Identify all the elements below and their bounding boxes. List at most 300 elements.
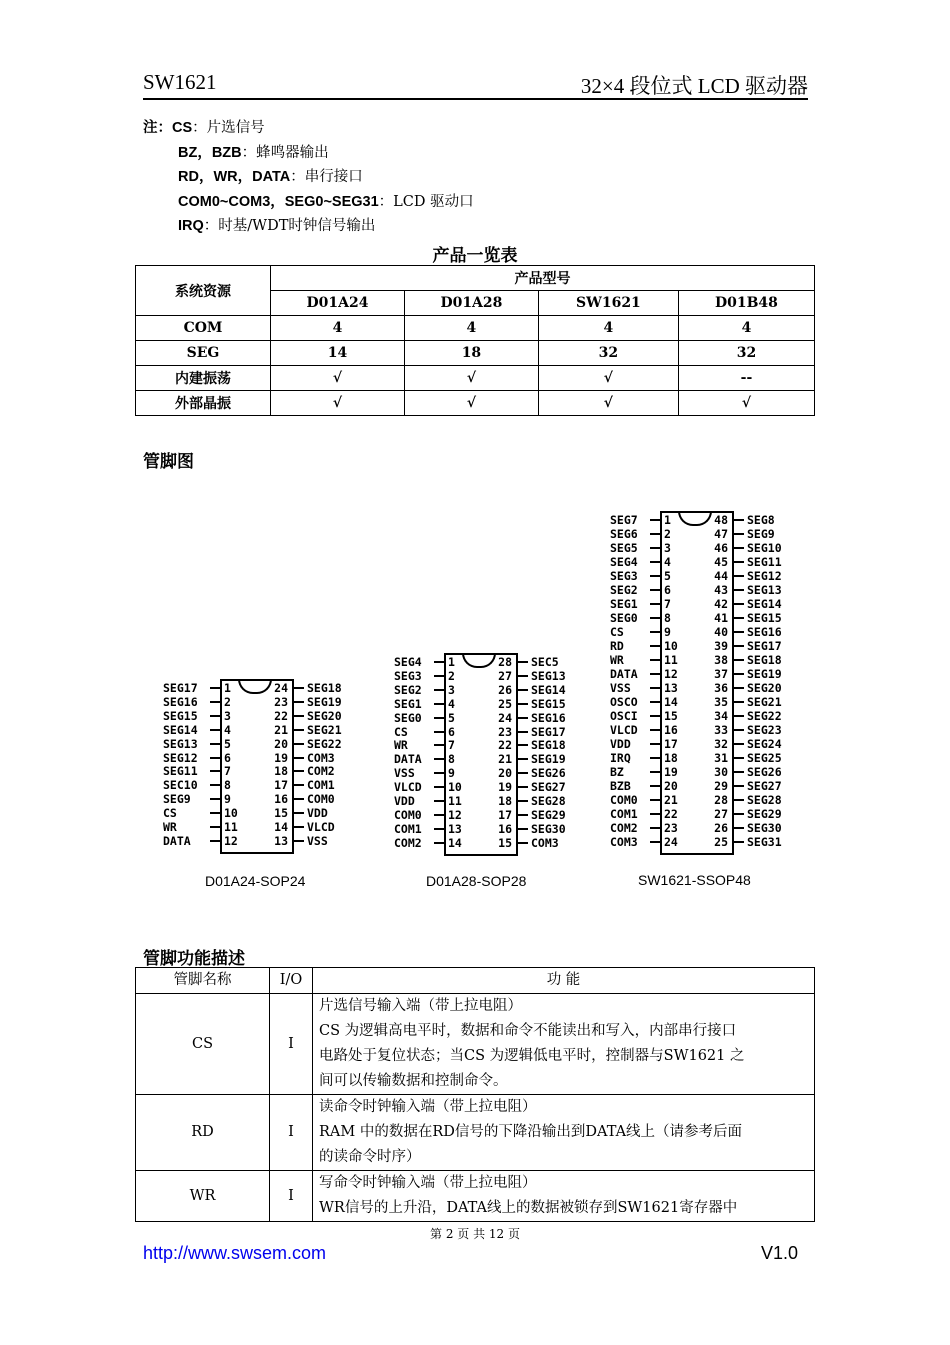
pin-number: 4 xyxy=(448,696,455,711)
note-line: RD，WR，DATA：串行接口 xyxy=(178,169,363,185)
pin-label-right: SEG14 xyxy=(531,682,566,697)
pin-number: 23 xyxy=(498,724,512,739)
pin-label-right: SEG18 xyxy=(747,653,782,667)
pin-label-right: COM3 xyxy=(307,750,335,765)
pin-tick xyxy=(210,770,220,772)
pin-label-left: VLCD xyxy=(394,780,422,795)
pin-label-left: SEG16 xyxy=(163,694,198,709)
pin-number: 19 xyxy=(664,765,678,779)
pin-number: 23 xyxy=(664,821,678,835)
pin-tick xyxy=(650,575,660,577)
pin-number: 20 xyxy=(664,779,678,793)
pin-tick xyxy=(734,561,744,563)
pin-tick xyxy=(294,770,304,772)
pin-number: 18 xyxy=(274,764,288,779)
pin-tick xyxy=(650,813,660,815)
pin-tick xyxy=(210,812,220,814)
pin-number: 37 xyxy=(714,667,728,681)
pin-label-right: COM2 xyxy=(307,764,335,779)
pin-number: 13 xyxy=(448,821,462,836)
note-line: COM0~COM3，SEG0~SEG31：LCD 驱动口 xyxy=(178,193,474,210)
pin-label-left: RD xyxy=(610,639,624,653)
pin-label-right: SEG8 xyxy=(747,513,775,527)
pin-number: 4 xyxy=(224,722,231,737)
pin-label-left: COM2 xyxy=(394,835,422,850)
pin-label-right: SEG18 xyxy=(531,738,566,753)
pin-label-right: SEG19 xyxy=(307,694,342,709)
pin-tick xyxy=(210,729,220,731)
pin-label-left: WR xyxy=(610,653,624,667)
pin-tick xyxy=(734,645,744,647)
pin-label-right: SEG16 xyxy=(531,710,566,725)
pin-label-left: SEG0 xyxy=(394,710,422,725)
pin-number: 14 xyxy=(274,820,288,834)
pin-label-right: SEG19 xyxy=(747,667,782,681)
header-chip-name: SW1621 xyxy=(143,70,217,94)
pin-tick xyxy=(650,617,660,619)
pin-tick xyxy=(734,729,744,731)
pin-tick xyxy=(518,772,528,774)
table-row: SEG 14 18 32 32 xyxy=(136,341,815,366)
pin-tick xyxy=(734,701,744,703)
pin-label-right: SEG22 xyxy=(307,736,342,751)
pin-number: 34 xyxy=(714,709,728,723)
pin-tick xyxy=(434,828,444,830)
pin-tick xyxy=(210,743,220,745)
pin-label-right: SEG21 xyxy=(307,722,342,737)
pin-label-left: SEG3 xyxy=(394,668,422,683)
pin-tick xyxy=(434,814,444,816)
pin-label-left: VLCD xyxy=(610,723,638,737)
note-line: BZ，BZB：蜂鸣器输出 xyxy=(178,144,329,161)
pin-tick xyxy=(518,828,528,830)
pin-number: 6 xyxy=(224,750,231,765)
page-number: 第 2 页 共 12 页 xyxy=(430,1227,520,1241)
pin-number: 35 xyxy=(714,695,728,709)
pin-tick xyxy=(734,813,744,815)
pin-tick xyxy=(434,800,444,802)
pin-tick xyxy=(650,631,660,633)
group-header: 产品型号 xyxy=(271,266,815,291)
pin-label-left: SEG4 xyxy=(610,555,638,569)
pin-label-left: OSCI xyxy=(610,709,638,723)
pin-number: 15 xyxy=(664,709,678,723)
pin-number: 40 xyxy=(714,625,728,639)
pin-label-left: SEG11 xyxy=(163,764,198,779)
pin-tick xyxy=(734,533,744,535)
pin-tick xyxy=(518,814,528,816)
pin-label-right: SEG24 xyxy=(747,737,782,751)
pin-label-left: COM0 xyxy=(610,793,638,807)
pin-label-right: SEG19 xyxy=(531,752,566,767)
pin-number: 15 xyxy=(498,835,512,850)
pin-label-right: SEG12 xyxy=(747,569,782,583)
pin-label-left: COM1 xyxy=(610,807,638,821)
pin-label-right: SEG28 xyxy=(531,794,566,808)
pin-label-right: SEC5 xyxy=(531,655,559,669)
pin-label-right: SEG13 xyxy=(531,668,566,683)
pin-number: 10 xyxy=(224,806,238,821)
pin-label-right: SEG9 xyxy=(747,527,775,541)
pin-label-left: SEG14 xyxy=(163,722,198,737)
pin-label-left: DATA xyxy=(163,833,191,848)
pin-label-right: SEG17 xyxy=(531,724,566,739)
pin-number: 10 xyxy=(664,639,678,653)
pin-tick xyxy=(294,784,304,786)
table-row: WR I 写命令时钟输入端（带上拉电阻） WR信号的上升沿，DATA线上的数据被锁存到SW1621寄存器中 xyxy=(136,1171,815,1222)
pin-tick xyxy=(294,812,304,814)
pin-tick xyxy=(734,799,744,801)
pin-number: 19 xyxy=(274,750,288,765)
pin-tick xyxy=(650,673,660,675)
pin-label-right: SEG31 xyxy=(747,835,782,849)
pin-number: 3 xyxy=(224,708,231,723)
pin-tick xyxy=(294,687,304,689)
pin-tick xyxy=(650,701,660,703)
pin-tick xyxy=(734,687,744,689)
table-row: RD I 读命令时钟输入端（带上拉电阻） RAM 中的数据在RD信号的下降沿输出到DATA线上（请参考后面 的读命令时序） xyxy=(136,1095,815,1171)
pin-tick xyxy=(210,826,220,828)
pin-number: 38 xyxy=(714,653,728,667)
pin-label-left: SEG1 xyxy=(394,696,422,711)
pin-label-left: VSS xyxy=(394,766,415,781)
pin-tick xyxy=(210,757,220,759)
pin-label-right: SEG20 xyxy=(307,708,342,723)
pin-number: 20 xyxy=(274,736,288,751)
pin-number: 22 xyxy=(664,807,678,821)
pin-tick xyxy=(518,786,528,788)
pin-number: 21 xyxy=(664,793,678,807)
pin-tick xyxy=(650,841,660,843)
pin-tick xyxy=(294,798,304,800)
pin-number: 2 xyxy=(664,527,671,541)
version-label: V1.0 xyxy=(760,1243,798,1263)
pin-label-left: COM1 xyxy=(394,821,422,836)
pin-label-right: SEG21 xyxy=(747,695,782,709)
pin-label-right: SEG11 xyxy=(747,555,782,569)
pin-number: 8 xyxy=(224,778,231,793)
pin-number: 23 xyxy=(274,694,288,709)
pin-tick xyxy=(650,603,660,605)
pin-label-left: WR xyxy=(394,738,408,753)
pin-tick xyxy=(734,673,744,675)
pin-number: 13 xyxy=(274,833,288,848)
pin-label-right: COM0 xyxy=(307,792,335,807)
pin-tick xyxy=(650,799,660,801)
pin-label-left: COM3 xyxy=(610,835,638,849)
pin-tick xyxy=(434,772,444,774)
pin-tick xyxy=(650,715,660,717)
pin-tick xyxy=(734,785,744,787)
pin-tick xyxy=(294,715,304,717)
pin-tick xyxy=(650,827,660,829)
pin-number: 12 xyxy=(448,807,462,822)
pin-number: 12 xyxy=(664,667,678,681)
pin-number: 28 xyxy=(714,793,728,807)
pin-number: 33 xyxy=(714,723,728,737)
pin-label-left: VDD xyxy=(610,737,631,751)
pin-tick xyxy=(650,771,660,773)
pin-number: 21 xyxy=(498,752,512,767)
pin-tick xyxy=(734,617,744,619)
pin-label-left: DATA xyxy=(610,667,638,681)
pin-tick xyxy=(650,519,660,521)
pin-tick xyxy=(650,757,660,759)
pin-tick xyxy=(734,631,744,633)
pin-label-left: BZB xyxy=(610,779,631,793)
pin-number: 8 xyxy=(664,611,671,625)
pin-label-right: SEG16 xyxy=(747,625,782,639)
pin-tick xyxy=(294,701,304,703)
pin-number: 48 xyxy=(714,513,728,527)
pin-number: 46 xyxy=(714,541,728,555)
pin-tick xyxy=(518,731,528,733)
pin-number: 4 xyxy=(664,555,671,569)
pin-label-right: SEG29 xyxy=(531,807,566,822)
col-header-function: 功 能 xyxy=(313,968,815,994)
col-header-io: I/O xyxy=(270,968,313,994)
pin-number: 3 xyxy=(664,541,671,555)
pin-number: 5 xyxy=(448,710,455,725)
pin-tick xyxy=(294,743,304,745)
pin-number: 7 xyxy=(664,597,671,611)
pin-number: 11 xyxy=(448,794,462,808)
pin-label-left: SEG2 xyxy=(394,682,422,697)
pin-tick xyxy=(518,703,528,705)
pin-tick xyxy=(518,689,528,691)
pin-tick xyxy=(734,547,744,549)
product-table xyxy=(135,265,815,416)
pin-label-left: SEG17 xyxy=(163,681,198,695)
pin-number: 26 xyxy=(498,682,512,697)
pin-tick xyxy=(650,547,660,549)
pin-label-right: COM3 xyxy=(531,835,559,850)
pin-tick xyxy=(434,842,444,844)
pin-label-left: COM2 xyxy=(610,821,638,835)
pin-number: 42 xyxy=(714,597,728,611)
model-header: SW1621 xyxy=(538,291,678,316)
note-line: 注：CS：片选信号 xyxy=(143,120,265,136)
pin-number: 11 xyxy=(664,653,678,667)
pin-number: 17 xyxy=(498,807,512,822)
pin-tick xyxy=(650,687,660,689)
pin-number: 47 xyxy=(714,527,728,541)
pin-tick xyxy=(210,798,220,800)
pin-number: 26 xyxy=(714,821,728,835)
pin-label-right: VLCD xyxy=(307,820,335,834)
pin-tick xyxy=(650,729,660,731)
pin-tick xyxy=(294,826,304,828)
pin-tick xyxy=(434,758,444,760)
pin-tick xyxy=(294,757,304,759)
model-header: D01B48 xyxy=(678,291,814,316)
header-title: 32×4 段位式 LCD 驱动器 xyxy=(580,74,808,98)
pin-tick xyxy=(294,840,304,842)
pin-tick xyxy=(434,717,444,719)
pin-tick xyxy=(294,729,304,731)
pin-tick xyxy=(210,701,220,703)
pin-number: 17 xyxy=(274,778,288,793)
pin-label-left: OSCO xyxy=(610,695,638,709)
pin-number: 12 xyxy=(224,833,238,848)
pin-diagram-title: 管脚图 xyxy=(143,452,194,472)
pin-tick xyxy=(518,675,528,677)
pin-tick xyxy=(650,533,660,535)
pin-function-table xyxy=(135,967,815,1222)
pin-number: 44 xyxy=(714,569,728,583)
pin-number: 15 xyxy=(274,806,288,821)
pin-tick xyxy=(210,840,220,842)
row-header: 系统资源 xyxy=(136,266,271,316)
pin-tick xyxy=(734,589,744,591)
pin-tick xyxy=(518,842,528,844)
model-header: D01A24 xyxy=(271,291,405,316)
pin-number: 31 xyxy=(714,751,728,765)
pin-label-right: SEG25 xyxy=(747,751,782,765)
pin-label-right: SEG30 xyxy=(531,821,566,836)
pin-number: 19 xyxy=(498,780,512,795)
pin-number: 8 xyxy=(448,752,455,767)
pin-tick xyxy=(650,561,660,563)
pin-label-right: SEG22 xyxy=(747,709,782,723)
pin-number: 21 xyxy=(274,722,288,737)
pin-label-right: SEG28 xyxy=(747,793,782,807)
pin-label-right: SEG27 xyxy=(747,779,782,793)
pin-tick xyxy=(434,786,444,788)
pin-tick xyxy=(734,519,744,521)
pin-number: 1 xyxy=(224,681,231,695)
pin-number: 16 xyxy=(664,723,678,737)
pin-number: 41 xyxy=(714,611,728,625)
model-header: D01A28 xyxy=(404,291,538,316)
pin-label-left: SEG7 xyxy=(610,513,638,527)
pin-label-left: SEG0 xyxy=(610,611,638,625)
pin-label-left: SEG1 xyxy=(610,597,638,611)
pin-label-left: IRQ xyxy=(610,751,631,765)
pin-label-left: BZ xyxy=(610,765,624,779)
pin-tick xyxy=(734,771,744,773)
pin-number: 43 xyxy=(714,583,728,597)
pin-number: 3 xyxy=(448,682,455,697)
pin-number: 5 xyxy=(224,736,231,751)
table-row: COM 4 4 4 4 xyxy=(136,316,815,341)
pin-label-left: DATA xyxy=(394,752,422,767)
pin-number: 18 xyxy=(664,751,678,765)
pin-label-right: SEG17 xyxy=(747,639,782,653)
pin-label-left: COM0 xyxy=(394,807,422,822)
pin-tick xyxy=(434,661,444,663)
pin-tick xyxy=(434,675,444,677)
pin-tick xyxy=(734,659,744,661)
pin-tick xyxy=(734,715,744,717)
pin-number: 22 xyxy=(498,738,512,753)
pin-number: 30 xyxy=(714,765,728,779)
pin-label-right: SEG29 xyxy=(747,807,782,821)
pin-number: 10 xyxy=(448,780,462,795)
pin-number: 17 xyxy=(664,737,678,751)
pin-tick xyxy=(734,603,744,605)
pin-label-right: VDD xyxy=(307,806,328,821)
pin-label-right: SEG18 xyxy=(307,681,342,695)
col-header-name: 管脚名称 xyxy=(136,968,270,994)
pin-function-title: 管脚功能描述 xyxy=(143,949,245,969)
pin-tick xyxy=(650,645,660,647)
pin-label-left: SEG2 xyxy=(610,583,638,597)
pin-number: 36 xyxy=(714,681,728,695)
pin-number: 14 xyxy=(664,695,678,709)
pin-number: 5 xyxy=(664,569,671,583)
pin-label-right: SEG10 xyxy=(747,541,782,555)
pin-label-right: SEG26 xyxy=(747,765,782,779)
pin-number: 28 xyxy=(498,655,512,669)
product-table-title: 产品一览表 xyxy=(432,246,518,266)
pin-label-left: SEG6 xyxy=(610,527,638,541)
pin-number: 24 xyxy=(664,835,678,849)
pin-label-right: SEG30 xyxy=(747,821,782,835)
pin-number: 39 xyxy=(714,639,728,653)
pin-label-right: SEG13 xyxy=(747,583,782,597)
pin-label-left: SEG4 xyxy=(394,655,422,669)
website-link[interactable]: http://www.swsem.com xyxy=(143,1243,327,1263)
note-line: IRQ：时基/WDT时钟信号输出 xyxy=(178,218,376,234)
pin-tick xyxy=(210,687,220,689)
page-header xyxy=(143,66,808,100)
pin-tick xyxy=(650,743,660,745)
pin-tick xyxy=(734,757,744,759)
pin-number: 25 xyxy=(498,696,512,711)
pin-label-left: SEG5 xyxy=(610,541,638,555)
pin-number: 45 xyxy=(714,555,728,569)
pin-number: 29 xyxy=(714,779,728,793)
pin-label-right: SEG15 xyxy=(531,696,566,711)
table-row: 外部晶振 √ √ √ √ xyxy=(136,391,815,416)
pin-tick xyxy=(650,659,660,661)
pin-tick xyxy=(434,744,444,746)
pin-label-right: SEG15 xyxy=(747,611,782,625)
pin-number: 18 xyxy=(498,794,512,808)
pin-number: 24 xyxy=(274,681,288,695)
pin-number: 13 xyxy=(664,681,678,695)
pin-number: 25 xyxy=(714,835,728,849)
pin-label-right: SEG23 xyxy=(747,723,782,737)
pin-label-left: VSS xyxy=(610,681,631,695)
pin-label-right: COM1 xyxy=(307,778,335,793)
pin-label-left: SEG9 xyxy=(163,792,191,807)
table-row: CS I 片选信号输入端（带上拉电阻） CS 为逻辑高电平时，数据和命令不能读出和写入，内部串行接口 电路处于复位状态；当CS 为逻辑低电平时，控制器与SW1621 之 间可以传输数据和控制命令。 xyxy=(136,994,815,1095)
pin-number: 11 xyxy=(224,820,238,834)
pin-label-left: CS xyxy=(163,806,177,821)
pin-label-left: SEG3 xyxy=(610,569,638,583)
table-row: 内建振荡 √ √ √ -- xyxy=(136,366,815,391)
pin-tick xyxy=(734,841,744,843)
pin-number: 27 xyxy=(498,668,512,683)
pin-label-right: SEG20 xyxy=(747,681,782,695)
pin-label-left: CS xyxy=(394,724,408,739)
pin-tick xyxy=(518,758,528,760)
pin-label-left: SEG15 xyxy=(163,708,198,723)
pin-label-left: SEG12 xyxy=(163,750,198,765)
pin-number: 2 xyxy=(448,668,455,683)
pin-tick xyxy=(518,800,528,802)
pin-tick xyxy=(650,589,660,591)
pin-tick xyxy=(518,661,528,663)
notes-block xyxy=(143,116,474,239)
pin-number: 14 xyxy=(448,835,462,850)
pin-label-left: VDD xyxy=(394,794,415,808)
pin-number: 9 xyxy=(448,766,455,781)
pin-label-right: SEG27 xyxy=(531,780,566,795)
pin-number: 7 xyxy=(224,764,231,779)
